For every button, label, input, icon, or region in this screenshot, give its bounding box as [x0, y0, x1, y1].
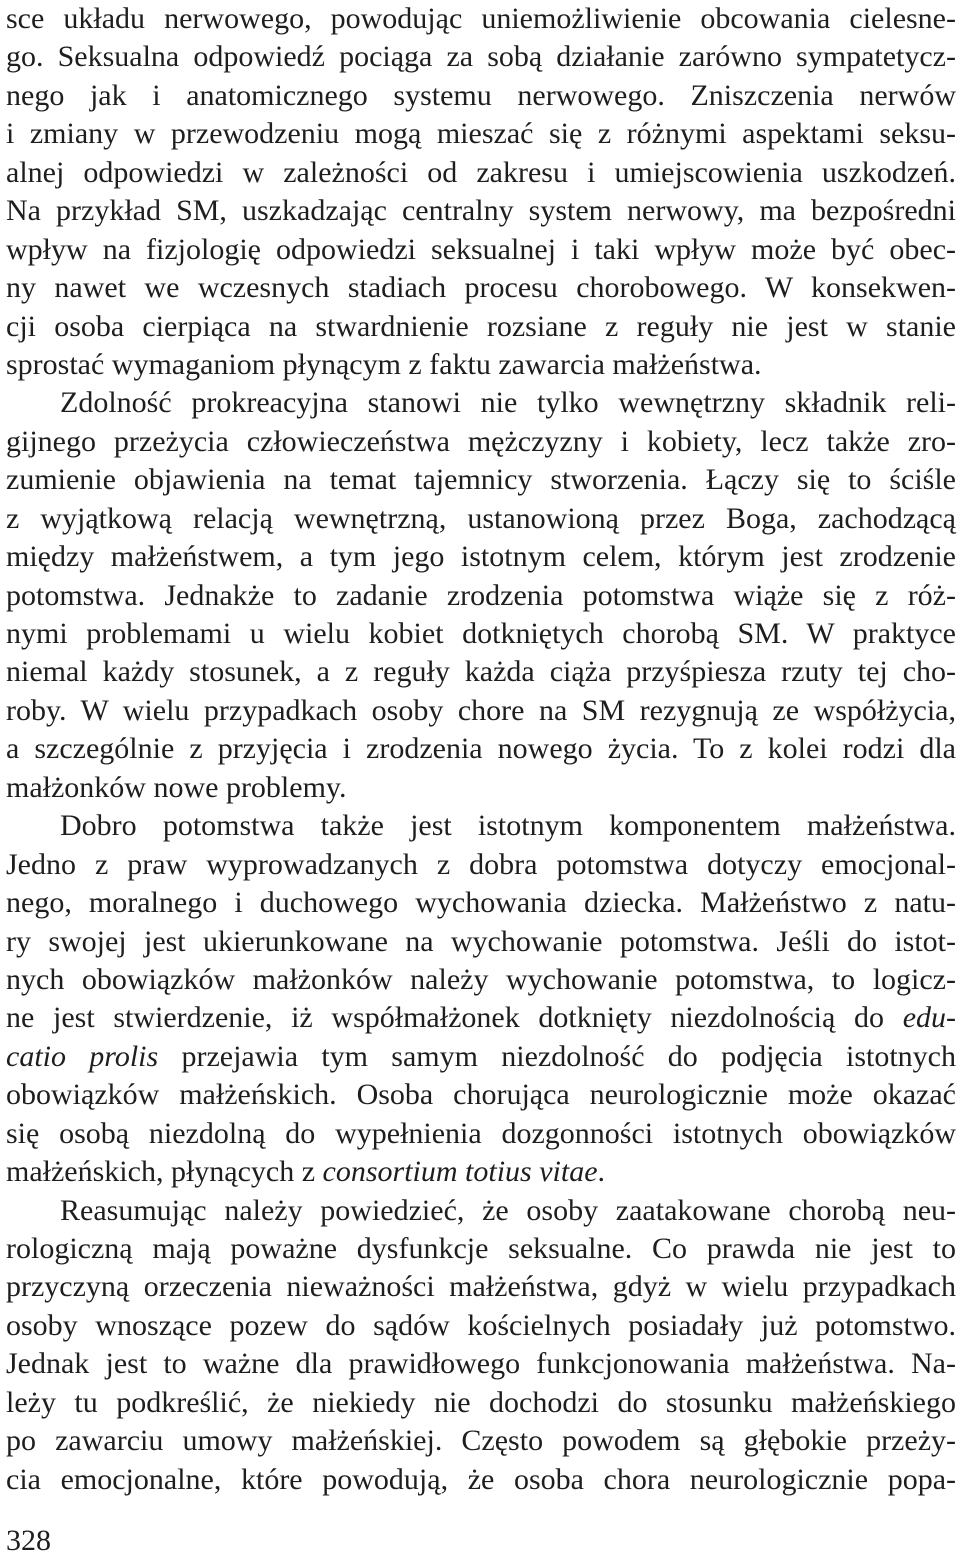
- text-segment: Dobro potomstwa także jest istotnym komponentem małżeństwa.: [60, 809, 956, 843]
- text-line: [6, 884, 956, 922]
- text-segment: Jedno z praw wyprowadzanych z dobra potomstwa dotyczy emocjonal-: [6, 847, 956, 881]
- text-line: [6, 807, 956, 845]
- text-line: [6, 846, 956, 884]
- text-segment: Jednak jest to ważne dla prawidłowego funkcjonowania małżeństwa. Na-: [6, 1347, 956, 1381]
- text-segment: z wyjątkową relacją wewnętrzną, ustanowioną przez Boga, zachodzącą: [6, 501, 956, 535]
- text-line: [6, 0, 956, 38]
- text-line: [6, 77, 956, 115]
- text-line: [6, 1192, 956, 1230]
- text-segment: .: [597, 1155, 606, 1189]
- text-segment: ne jest stwierdzenie, iż współmałżonek dotknięty niezdolnością do: [6, 1001, 903, 1035]
- text-segment: i zmiany w przewodzeniu mogą mieszać się z różnymi aspektami seksu-: [6, 117, 956, 151]
- text-line: [6, 154, 956, 192]
- text-line: [6, 461, 956, 499]
- text-segment: rologiczną mają poważne dysfunkcje seksualne. Co prawda nie jest to: [6, 1232, 956, 1265]
- text-line: [6, 384, 956, 422]
- text-segment: nymi problemami u wielu kobiet dotkniętych chorobą SM. W praktyce: [6, 617, 956, 650]
- text-segment: a szczególnie z przyjęcia i zrodzenia nowego życia. To z kolei rodzi dla: [6, 732, 956, 766]
- text-segment: przejawia tym samym niezdolność do podjęcia istotnych: [158, 1039, 956, 1073]
- page-text: [6, 0, 956, 1499]
- text-segment: niemal każdy stosunek, a z reguły każda ciąża przyśpiesza rzuty tej cho-: [6, 655, 956, 689]
- text-segment: zumienie objawienia na temat tajemnicy stworzenia. Łączy się to ściśle: [6, 463, 956, 497]
- text-segment: potomstwa. Jednakże to zadanie zrodzenia potomstwa wiąże się z róż-: [6, 578, 956, 612]
- text-segment: ry swojej jest ukierunkowane na wychowanie potomstwa. Jeśli do istot-: [6, 924, 956, 958]
- text-line: [6, 615, 956, 653]
- text-line: [6, 1384, 956, 1422]
- text-line: [6, 577, 956, 615]
- text-segment: sprostać wymaganiom płynącym z faktu zawarcia małżeństwa.: [6, 347, 762, 381]
- text-segment: cji osoba cierpiąca na stwardnienie rozsiane z reguły nie jest w stanie: [6, 309, 956, 343]
- text-line: [6, 231, 956, 269]
- text-line: [6, 1461, 956, 1499]
- text-segment: roby. W wielu przypadkach osoby chore na SM rezygnują ze współżycia,: [6, 693, 956, 727]
- text-line: [6, 1115, 956, 1153]
- text-segment: przyczyną orzeczenia nieważności małżeństwa, gdyż w wielu przypadkach: [6, 1270, 956, 1304]
- text-line: [6, 192, 956, 230]
- text-segment: małżeńskich, płynących z: [6, 1155, 323, 1189]
- text-line: [6, 730, 956, 768]
- text-line: [6, 1153, 956, 1191]
- paragraph: [6, 807, 956, 1191]
- text-line: [6, 653, 956, 691]
- text-line: [6, 538, 956, 576]
- text-line: [6, 38, 956, 76]
- text-line: [6, 1076, 956, 1114]
- text-segment: obowiązków małżeńskich. Osoba chorująca neurologicznie może okazać: [6, 1078, 956, 1112]
- text-line: [6, 1230, 956, 1268]
- paragraph: [6, 1192, 956, 1500]
- text-segment: Zdolność prokreacyjna stanowi nie tylko wewnętrzny składnik reli-: [60, 386, 956, 420]
- text-segment: ny nawet we wczesnych stadiach procesu chorobowego. W konsekwen-: [6, 271, 956, 305]
- text-line: [6, 961, 956, 999]
- italic-text: edu-: [902, 1001, 956, 1035]
- text-segment: małżonków nowe problemy.: [6, 770, 347, 804]
- text-line: [6, 346, 956, 384]
- text-line: [6, 423, 956, 461]
- text-line: [6, 692, 956, 730]
- text-line: [6, 1268, 956, 1306]
- text-line: [6, 1038, 956, 1076]
- text-line: [6, 308, 956, 346]
- italic-text: consortium totius vitae: [322, 1155, 598, 1189]
- text-segment: Na przykład SM, uszkadzając centralny system nerwowy, ma bezpośredni: [6, 194, 956, 228]
- text-segment: alnej odpowiedzi w zależności od zakresu i umiejscowienia uszkodzeń.: [6, 155, 956, 189]
- text-line: [6, 500, 956, 538]
- page-number: 328: [6, 1524, 51, 1557]
- text-segment: Reasumując należy powiedzieć, że osoby zaatakowane chorobą neu-: [60, 1193, 956, 1227]
- text-segment: cia emocjonalne, które powodują, że osoba chora neurologicznie popa-: [6, 1462, 956, 1496]
- italic-text: catio prolis: [6, 1039, 159, 1073]
- text-segment: go. Seksualna odpowiedź pociąga za sobą działanie zarówno sympatetycz-: [6, 40, 956, 74]
- text-line: [6, 923, 956, 961]
- text-line: [6, 1422, 956, 1460]
- text-segment: leży tu podkreślić, że niekiedy nie dochodzi do stosunku małżeńskiego: [6, 1385, 956, 1419]
- text-segment: wpływ na fizjologię odpowiedzi seksualnej i taki wpływ może być obec-: [6, 232, 956, 266]
- text-segment: między małżeństwem, a tym jego istotnym celem, którym jest zrodzenie: [6, 540, 956, 574]
- text-segment: osoby wnoszące pozew do sądów kościelnych posiadały już potomstwo.: [6, 1308, 956, 1342]
- text-line: [6, 269, 956, 307]
- paragraph: [6, 0, 956, 384]
- text-segment: nego, moralnego i duchowego wychowania dziecka. Małżeństwo z natu-: [6, 886, 956, 920]
- text-segment: sce układu nerwowego, powodując uniemożliwienie obcowania cielesne-: [6, 2, 956, 35]
- text-segment: nych obowiązków małżonków należy wychowanie potomstwa, to logicz-: [6, 962, 956, 996]
- text-segment: po zawarciu umowy małżeńskiej. Często powodem są głębokie przeży-: [6, 1424, 956, 1458]
- text-line: [6, 769, 956, 807]
- text-line: [6, 1307, 956, 1345]
- text-segment: nego jak i anatomicznego systemu nerwowego. Zniszczenia nerwów: [6, 78, 956, 112]
- text-segment: gijnego przeżycia człowieczeństwa mężczyzny i kobiety, lecz także zro-: [6, 424, 956, 458]
- text-line: [6, 1345, 956, 1383]
- text-line: [6, 115, 956, 153]
- paragraph: [6, 384, 956, 807]
- text-line: [6, 999, 956, 1037]
- text-segment: się osobą niezdolną do wypełnienia dozgonności istotnych obowiązków: [6, 1116, 956, 1150]
